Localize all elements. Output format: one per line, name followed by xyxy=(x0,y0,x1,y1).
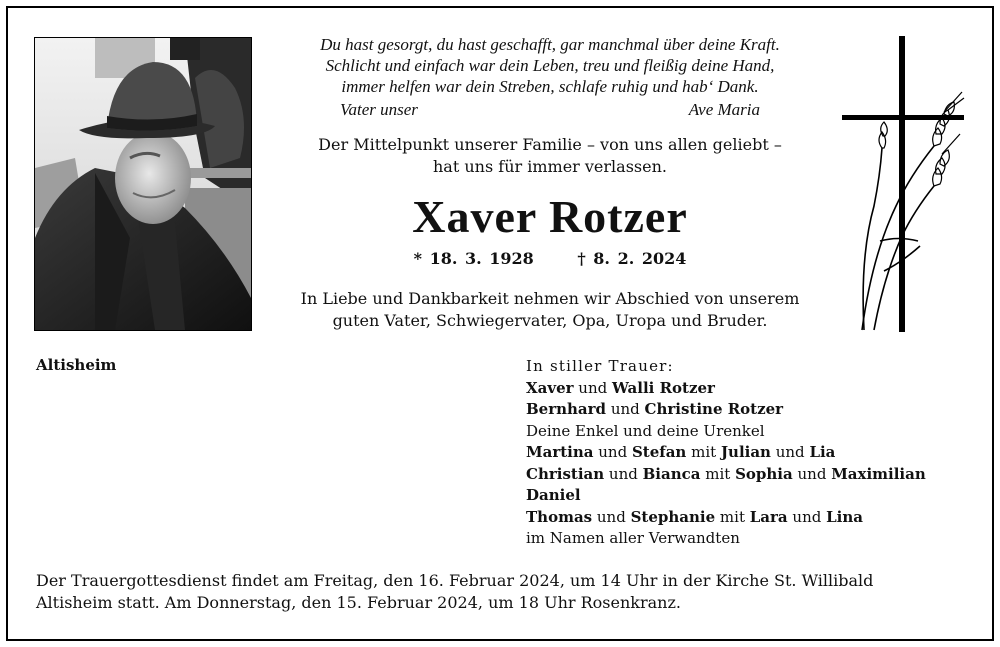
mourner-text: Bernhard xyxy=(526,400,607,418)
mourner-line xyxy=(526,528,976,550)
mourner-text: Lia xyxy=(809,443,836,461)
mourner-text: Christine Rotzer xyxy=(644,400,784,418)
poem-line: Schlicht und einfach war dein Leben, treu und fleißig deine Hand, xyxy=(325,56,775,75)
mourner-text: Julian xyxy=(720,443,771,461)
intro-text xyxy=(270,134,830,178)
mourner-text: Martina xyxy=(526,443,594,461)
mourner-text: Walli Rotzer xyxy=(612,378,715,397)
mourner-text: im Namen aller Verwandten xyxy=(526,529,740,547)
death-date: † 8. 2. 2024 xyxy=(577,249,687,268)
mourner-text: Lara xyxy=(749,507,788,526)
mourner-text: und xyxy=(573,378,612,397)
mourner-text: und xyxy=(792,464,832,483)
mourner-text: Xaver xyxy=(526,378,574,397)
mourner-text: Maximilian xyxy=(831,464,926,483)
mourner-text: und xyxy=(770,443,810,461)
mourners-list xyxy=(526,356,976,550)
farewell-line: guten Vater, Schwiegervater, Opa, Uropa und Bruder. xyxy=(332,311,768,330)
mourner-text: Thomas xyxy=(526,507,593,526)
mourner-text: mit xyxy=(715,507,750,526)
mourner-text: Bianca xyxy=(642,464,701,483)
deceased-name: Xaver Rotzer xyxy=(412,191,688,242)
service-line: Der Trauergottesdienst findet am Freitag, den 16. Februar 2024, um 14 Uhr in der Kirche St. Willibald xyxy=(36,571,874,590)
mourner-line xyxy=(526,507,976,529)
mourner-line xyxy=(526,464,976,486)
mourner-line xyxy=(526,378,976,400)
intro-line: Der Mittelpunkt unserer Familie – von uns allen geliebt – xyxy=(318,135,782,154)
portrait-photo xyxy=(34,37,252,331)
mourner-text: Stephanie xyxy=(630,507,716,526)
mourner-text: Sophia xyxy=(735,464,793,483)
mourner-line xyxy=(526,421,976,443)
mourner-text: und xyxy=(593,443,632,461)
service-info xyxy=(36,570,976,614)
mourner-line xyxy=(526,442,976,464)
farewell-text xyxy=(270,288,830,332)
service-line: Altisheim statt. Am Donnerstag, den 15. Februar 2024, um 18 Uhr Rosenkranz. xyxy=(36,593,681,612)
mourner-text: Christian xyxy=(526,464,605,483)
mourner-text: Stefan xyxy=(631,443,687,461)
mourners-heading: In stiller Trauer: xyxy=(526,357,674,375)
mourner-text: und xyxy=(592,507,631,526)
poem-line: immer helfen war dein Streben, schlafe ruhig und hab‘ Dank. xyxy=(341,77,759,96)
mourner-text: und xyxy=(606,400,645,418)
mourner-text: und xyxy=(604,464,643,483)
mourner-line xyxy=(526,485,976,507)
intro-line: hat uns für immer verlassen. xyxy=(433,157,667,176)
prayer-left: Vater unser xyxy=(340,100,418,119)
mourner-text: Lina xyxy=(826,507,863,526)
birth-date: * 18. 3. 1928 xyxy=(413,249,534,268)
life-dates xyxy=(270,249,830,268)
mourner-text: mit xyxy=(700,464,736,483)
poem-line: Du hast gesorgt, du hast geschafft, gar manchmal über deine Kraft. xyxy=(320,35,780,54)
mourner-text: Deine Enkel und deine Urenkel xyxy=(526,421,765,440)
cross-with-wheat-icon xyxy=(838,36,968,332)
place-name: Altisheim xyxy=(36,356,117,374)
mourner-text: und xyxy=(787,507,827,526)
mourner-line xyxy=(526,399,976,421)
poem xyxy=(270,34,830,97)
farewell-line: In Liebe und Dankbarkeit nehmen wir Abschied von unserem xyxy=(300,289,800,308)
mourner-text: mit xyxy=(686,443,721,461)
mourner-text: Daniel xyxy=(526,486,581,504)
prayer-right: Ave Maria xyxy=(688,100,760,119)
